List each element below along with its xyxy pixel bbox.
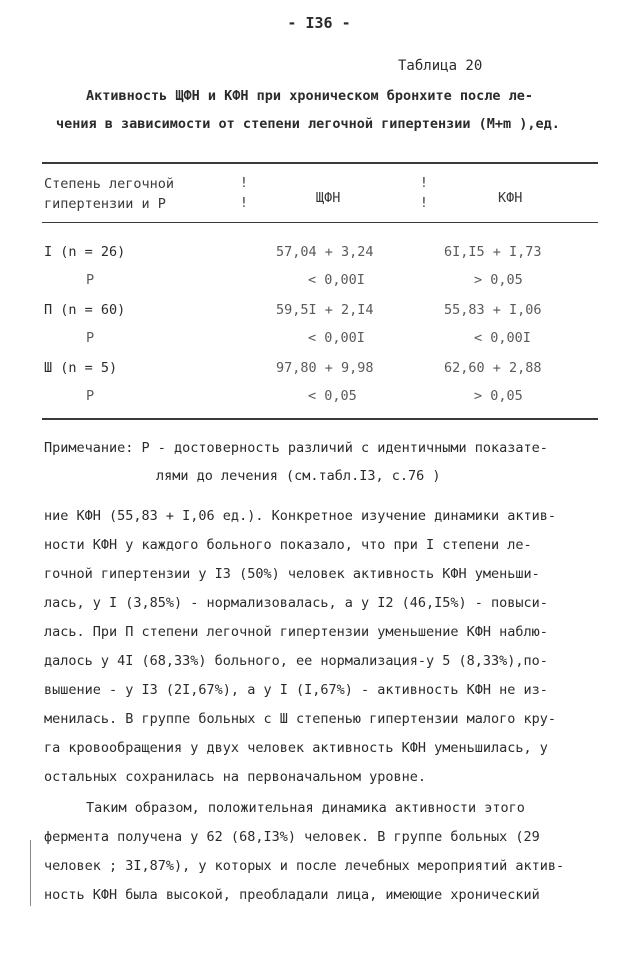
row-label: Ш (n = 5)	[44, 360, 118, 376]
row-kfn: < 0,00I	[474, 330, 531, 346]
row-shfn: < 0,05	[308, 388, 357, 404]
row-shfn: 59,5I + 2,I4	[276, 302, 374, 318]
body-line: ности КФН у каждого больного показало, что при I степени ле-	[44, 537, 532, 553]
table-bottom-rule	[42, 418, 598, 420]
body-line: ность КФН была высокой, преобладали лица, имеющие хронический	[44, 887, 540, 903]
body-line: Таким образом, положительная динамика активности этого	[86, 800, 525, 816]
header-separator: !	[240, 196, 248, 211]
header-kfn: КФН	[498, 190, 523, 206]
body-line: остальных сохранилась на первоначальном уровне.	[44, 769, 427, 785]
row-shfn: < 0,00I	[308, 330, 365, 346]
body-line: гочной гипертензии у I3 (50%) человек активность КФН уменьши-	[44, 566, 540, 582]
row-kfn: > 0,05	[474, 272, 523, 288]
row-kfn: > 0,05	[474, 388, 523, 404]
body-line: лась, у I (3,85%) - нормализовалась, а у I2 (46,I5%) - повыси-	[44, 595, 548, 611]
row-kfn: 6I,I5 + I,73	[444, 244, 542, 260]
note-line-1: Примечание: Р - достоверность различий с идентичными показате-	[44, 440, 548, 456]
body-line: менилась. В группе больных с Ш степенью гипертензии малого кру-	[44, 711, 557, 727]
header-col1-line2: гипертензии и Р	[44, 196, 166, 212]
margin-rule	[30, 840, 31, 906]
row-label: Р	[86, 272, 95, 288]
row-shfn: < 0,00I	[308, 272, 365, 288]
body-line: га кровообращения у двух человек активность КФН уменьшилась, у	[44, 740, 548, 756]
row-label: Р	[86, 330, 95, 346]
header-separator: !	[420, 176, 428, 191]
note-line-2: лями до лечения (см.табл.I3, с.76 )	[156, 468, 441, 484]
table-caption-line-2: чения в зависимости от степени легочной гипертензии (M+m ),ед.	[56, 116, 560, 132]
header-col1-line1: Степень легочной	[44, 176, 175, 192]
row-kfn: 55,83 + I,06	[444, 302, 542, 318]
table-top-rule	[42, 162, 598, 164]
row-label: П (n = 60)	[44, 302, 126, 318]
table-label: Таблица 20	[398, 58, 483, 74]
row-shfn: 97,80 + 9,98	[276, 360, 374, 376]
row-kfn: 62,60 + 2,88	[444, 360, 542, 376]
body-line: вышение - у I3 (2I,67%), а у I (I,67%) - активность КФН не из-	[44, 682, 548, 698]
header-shfn: ЩФН	[316, 190, 341, 206]
page-number: - I36 -	[287, 14, 351, 32]
header-separator: !	[420, 196, 428, 211]
row-label: I (n = 26)	[44, 244, 126, 260]
body-line: ние КФН (55,83 + I,06 ед.). Конкретное изучение динамики актив-	[44, 508, 557, 524]
table-caption-line-1: Активность ЩФН и КФН при хроническом бронхите после ле-	[86, 88, 534, 104]
body-line: человек ; 3I,87%), у которых и после лечебных мероприятий актив-	[44, 858, 565, 874]
row-shfn: 57,04 + 3,24	[276, 244, 374, 260]
header-separator: !	[240, 176, 248, 191]
row-label: Р	[86, 388, 95, 404]
body-line: фермента получена у 62 (68,I3%) человек. В группе больных (29	[44, 829, 540, 845]
body-line: лась. При П степени легочной гипертензии уменьшение КФН наблю-	[44, 624, 548, 640]
body-line: далось у 4I (68,33%) больного, ее нормализация-у 5 (8,33%),по-	[44, 653, 548, 669]
table-header-rule	[42, 222, 598, 223]
